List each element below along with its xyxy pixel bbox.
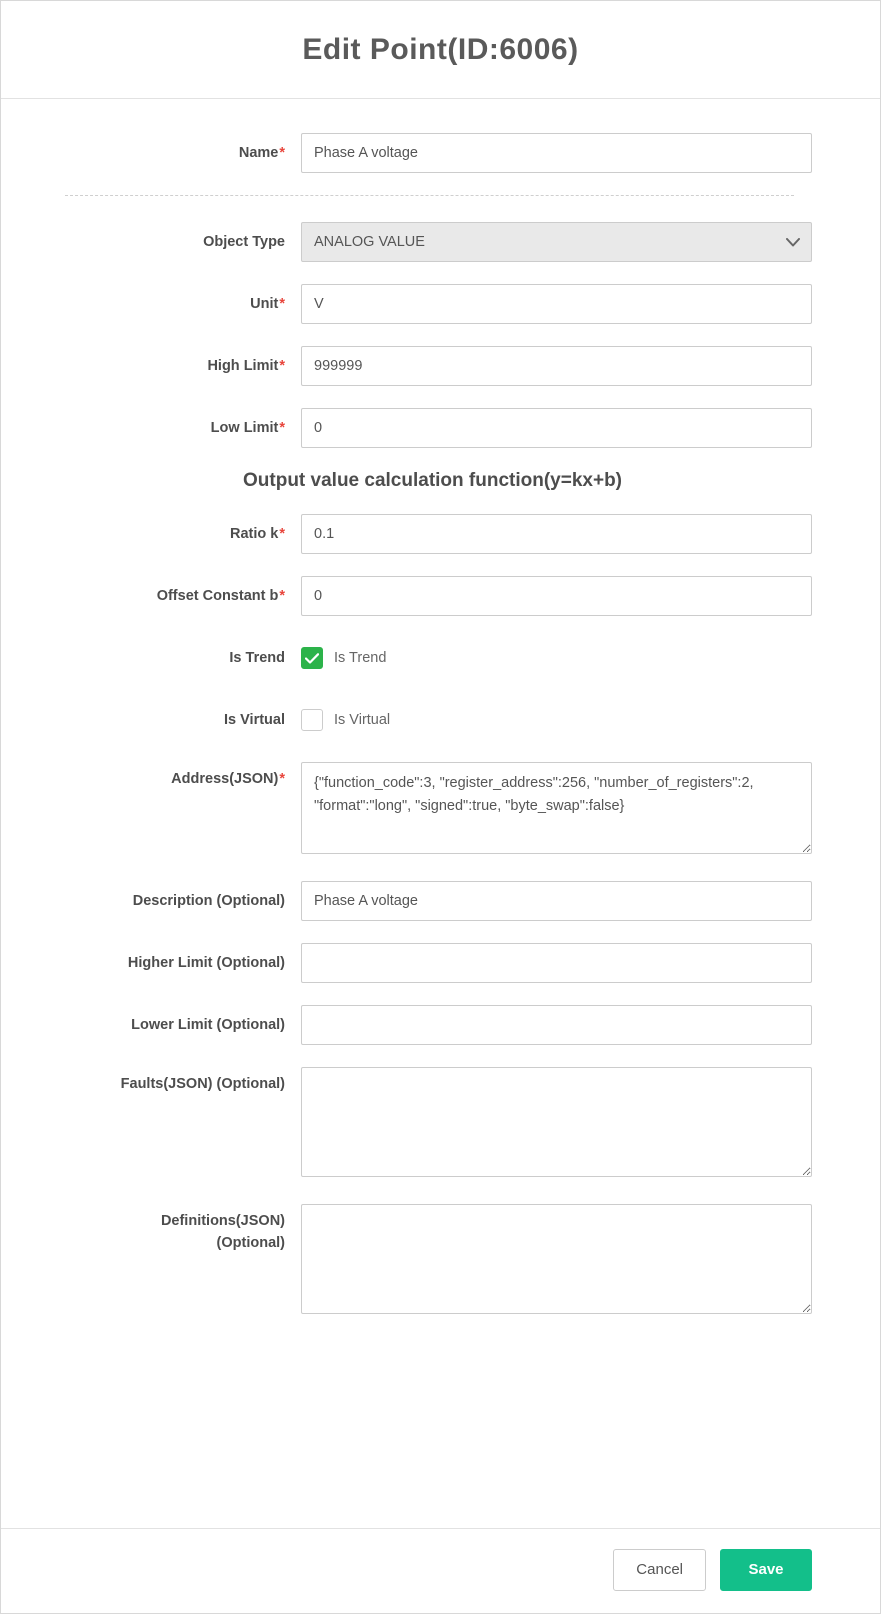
dialog-footer — [1, 1528, 880, 1613]
control-higher-limit — [301, 943, 812, 983]
label-is-virtual-text: Is Virtual — [224, 712, 285, 728]
control-address-json — [301, 762, 812, 859]
label-name-text: Name — [238, 145, 279, 161]
control-definitions-json — [301, 1204, 812, 1319]
field-row-faults-json — [19, 1067, 812, 1182]
label-is-trend-text: Is Trend — [229, 650, 285, 666]
control-is-virtual — [301, 700, 812, 740]
required-asterisk: * — [279, 358, 285, 374]
label-name — [19, 133, 301, 173]
calculation-section-title: Output value calculation function(y=kx+b) — [243, 470, 622, 491]
is-trend-checkbox-label: Is Trend — [334, 650, 387, 666]
required-asterisk: * — [279, 771, 285, 787]
cancel-button[interactable]: Cancel — [613, 1549, 706, 1591]
control-name — [301, 133, 812, 173]
label-lower-limit: Lower Limit (Optional) — [131, 1017, 285, 1033]
field-row-high-limit — [19, 346, 812, 386]
is-virtual-checkbox-label: Is Virtual — [334, 712, 391, 728]
label-faults-json: Faults(JSON) (Optional) — [120, 1076, 285, 1092]
label-high-limit — [19, 346, 301, 386]
field-row-low-limit — [19, 408, 812, 448]
control-low-limit — [301, 408, 812, 448]
name-input[interactable] — [301, 133, 812, 173]
field-row-higher-limit — [19, 943, 812, 983]
label-offset-b — [19, 576, 301, 616]
faults-json-textarea[interactable] — [301, 1067, 812, 1177]
required-asterisk: * — [279, 296, 285, 312]
label-ratio-k-text: Ratio k — [230, 526, 279, 542]
control-description — [301, 881, 812, 921]
higher-limit-input[interactable] — [301, 943, 812, 983]
field-row-description — [19, 881, 812, 921]
field-row-lower-limit — [19, 1005, 812, 1045]
required-asterisk: * — [279, 588, 285, 604]
required-asterisk: * — [279, 145, 285, 161]
control-faults-json — [301, 1067, 812, 1182]
page-title: Edit Point(ID:6006) — [302, 32, 579, 66]
label-address-json — [19, 762, 301, 790]
object-type-select[interactable] — [301, 222, 812, 262]
label-is-virtual — [19, 700, 301, 740]
control-lower-limit — [301, 1005, 812, 1045]
low-limit-input[interactable] — [301, 408, 812, 448]
field-row-ratio-k — [19, 514, 812, 554]
required-asterisk: * — [279, 526, 285, 542]
label-object-type: Object Type — [203, 234, 285, 250]
control-is-trend — [301, 638, 812, 678]
lower-limit-input[interactable] — [301, 1005, 812, 1045]
field-row-object-type — [19, 222, 812, 262]
definitions-json-textarea[interactable] — [301, 1204, 812, 1314]
description-input[interactable] — [301, 881, 812, 921]
dialog-header — [1, 1, 880, 99]
field-row-is-virtual — [19, 700, 812, 740]
address-json-textarea[interactable] — [301, 762, 812, 854]
label-higher-limit: Higher Limit (Optional) — [127, 955, 285, 971]
control-ratio-k — [301, 514, 812, 554]
label-description: Description (Optional) — [132, 893, 285, 909]
field-row-unit — [19, 284, 812, 324]
save-button[interactable]: Save — [720, 1549, 812, 1591]
control-offset-b — [301, 576, 812, 616]
is-virtual-checkbox-row[interactable] — [301, 700, 812, 740]
checkbox-checked-icon[interactable] — [301, 647, 323, 669]
label-definitions-json-line2: (Optional) — [216, 1235, 285, 1251]
field-row-name — [19, 133, 812, 173]
high-limit-input[interactable] — [301, 346, 812, 386]
label-offset-b-text: Offset Constant b — [156, 588, 279, 604]
required-asterisk: * — [279, 420, 285, 436]
label-definitions-json-line1: Definitions(JSON) — [160, 1213, 285, 1229]
field-row-offset-b — [19, 576, 812, 616]
unit-input[interactable] — [301, 284, 812, 324]
is-trend-checkbox-row[interactable] — [301, 638, 812, 678]
object-type-selected-value: ANALOG VALUE — [301, 222, 812, 262]
control-unit — [301, 284, 812, 324]
label-address-json-text: Address(JSON) — [171, 771, 279, 787]
label-is-trend — [19, 638, 301, 678]
field-row-is-trend — [19, 638, 812, 678]
label-low-limit-text: Low Limit — [210, 420, 279, 436]
section-divider — [65, 195, 794, 196]
field-row-address-json — [19, 762, 812, 859]
ratio-k-input[interactable] — [301, 514, 812, 554]
label-unit — [19, 284, 301, 324]
label-low-limit — [19, 408, 301, 448]
control-object-type — [301, 222, 812, 262]
offset-b-input[interactable] — [301, 576, 812, 616]
control-high-limit — [301, 346, 812, 386]
checkbox-unchecked-icon[interactable] — [301, 709, 323, 731]
field-row-definitions-json — [19, 1204, 812, 1319]
label-unit-text: Unit — [250, 296, 279, 312]
label-high-limit-text: High Limit — [207, 358, 279, 374]
dialog-body — [1, 99, 880, 1528]
label-definitions-json — [19, 1204, 301, 1254]
label-ratio-k — [19, 514, 301, 554]
